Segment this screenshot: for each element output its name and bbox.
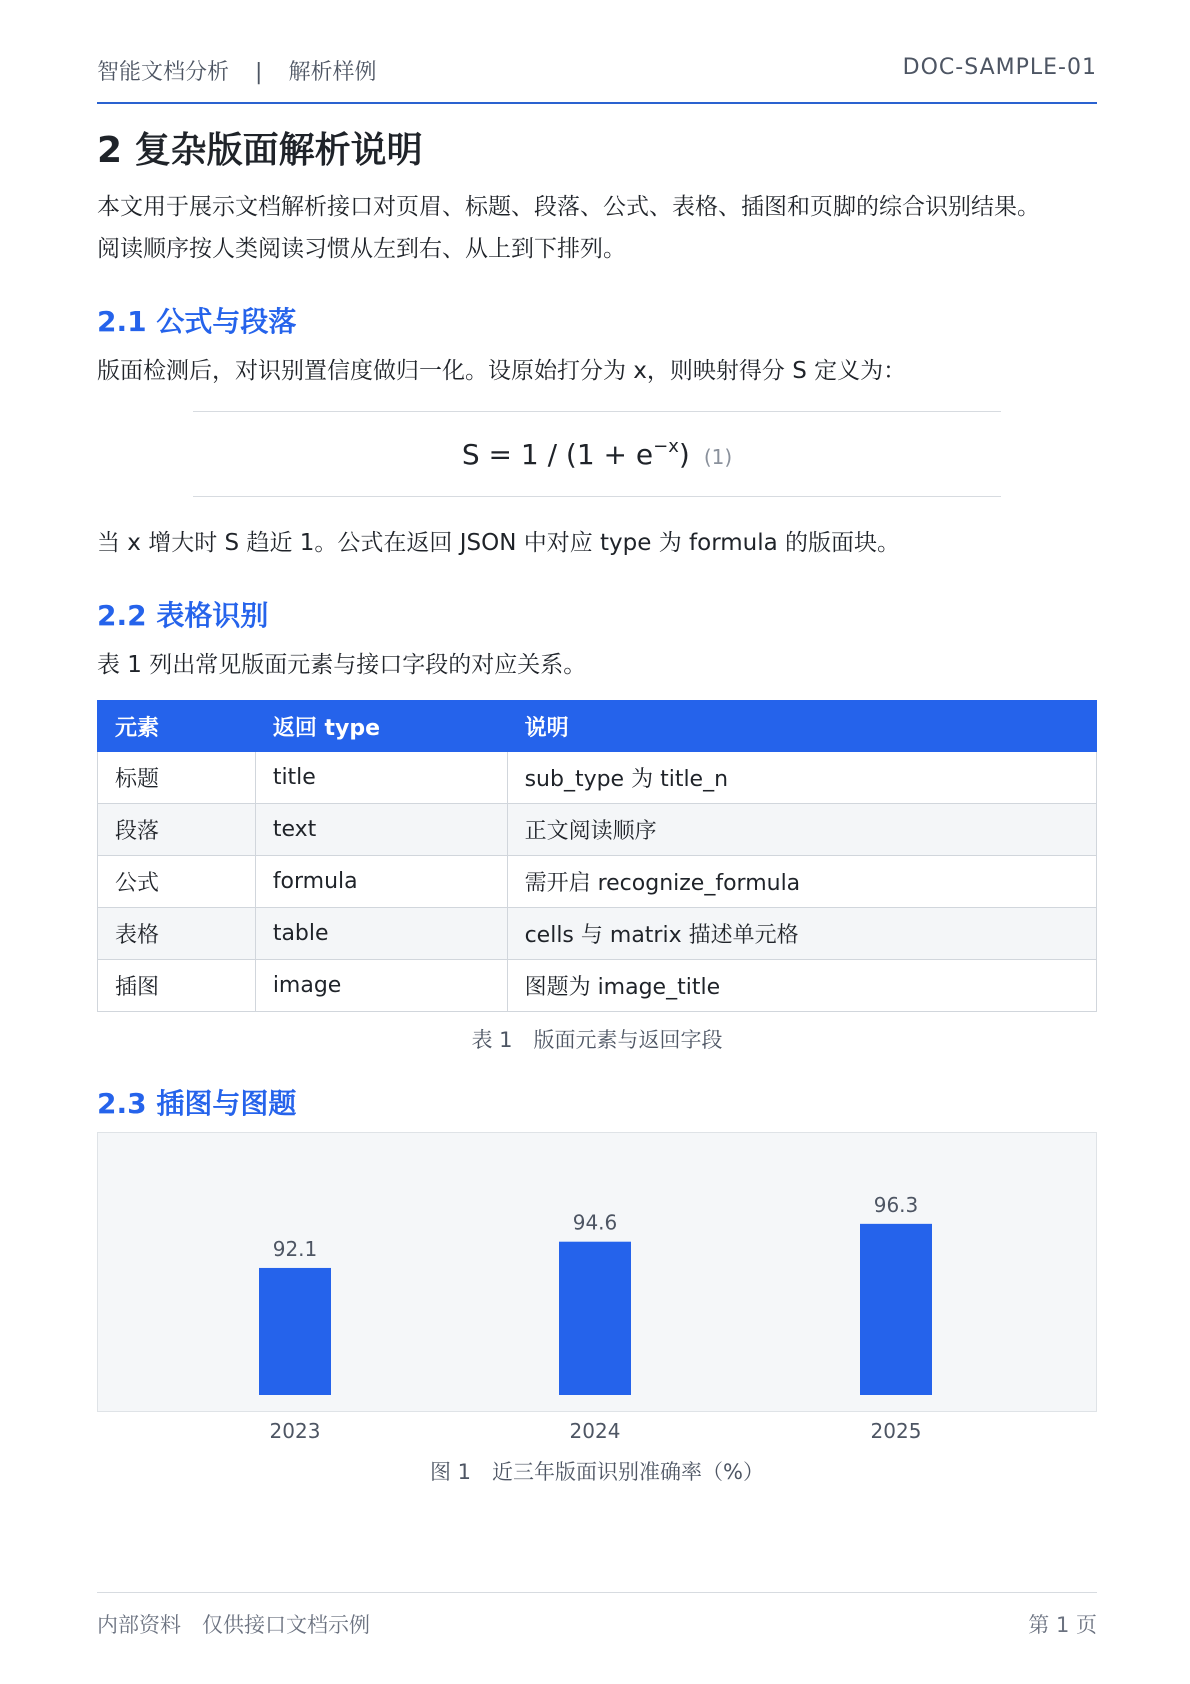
page-title: 2 复杂版面解析说明	[97, 130, 423, 171]
table-row	[98, 752, 1097, 804]
formula-main: S = 1 / (1 + e	[461, 438, 654, 471]
page-header	[97, 52, 1097, 104]
table-cell: 图题为 image_title	[507, 960, 1096, 1012]
table-cell: cells 与 matrix 描述单元格	[507, 908, 1096, 960]
bar-value-label: 94.6	[572, 1210, 618, 1235]
page-footer	[97, 1592, 1097, 1637]
table-row	[98, 960, 1097, 1012]
bar-chart	[98, 1133, 1096, 1411]
x-tick-label: 2023	[269, 1419, 321, 1443]
bar-value-label: 92.1	[272, 1236, 318, 1261]
formula-exponent: −x	[653, 436, 679, 457]
table-cell: 正文阅读顺序	[507, 804, 1096, 856]
table-header-cell: 返回 type	[255, 701, 507, 752]
table-header-row	[98, 701, 1097, 752]
table-cell: 标题	[98, 752, 256, 804]
bar-2024	[559, 1242, 631, 1395]
table-row	[98, 804, 1097, 856]
table-cell: 需开启 recognize_formula	[507, 856, 1096, 908]
header-doc-id: DOC-SAMPLE-01	[902, 55, 1097, 80]
bar-value-label: 96.3	[873, 1192, 919, 1217]
table-header-cell: 说明	[507, 701, 1096, 752]
bar-2023	[259, 1268, 331, 1395]
table-cell: 插图	[98, 960, 256, 1012]
table-cell: image	[255, 960, 507, 1012]
formula-explanation-paragraph: 当 x 增大时 S 趋近 1。公式在返回 JSON 中对应 type 为 formula 的版面块。	[97, 530, 901, 556]
header-title: 智能文档分析	[97, 60, 230, 85]
chart-panel	[97, 1132, 1097, 1412]
intro-line-1: 本文用于展示文档解析接口对页眉、标题、段落、公式、表格、插图和页脚的综合识别结果。	[97, 194, 1040, 220]
table-caption: 表 1 版面元素与返回字段	[471, 1028, 723, 1052]
header-left	[97, 55, 376, 86]
table-cell: formula	[255, 856, 507, 908]
section-heading-figure: 2.3 插图与图题	[97, 1087, 297, 1120]
table-row	[98, 908, 1097, 960]
table-cell: 公式	[98, 856, 256, 908]
table-cell: title	[255, 752, 507, 804]
footer-page-number: 第 1 页	[1028, 1613, 1097, 1637]
formula-close: )	[678, 438, 690, 471]
figure-caption: 图 1 近三年版面识别准确率（%）	[430, 1460, 764, 1484]
header-subtitle: 解析样例	[288, 60, 377, 85]
formula-intro-paragraph: 版面检测后，对识别置信度做归一化。设原始打分为 x，则映射得分 S 定义为：	[97, 358, 907, 384]
footer-left: 内部资料 仅供接口文档示例	[97, 1613, 370, 1637]
table-cell: 表格	[98, 908, 256, 960]
section-heading-table: 2.2 表格识别	[97, 599, 269, 632]
table-intro-paragraph: 表 1 列出常见版面元素与接口字段的对应关系。	[97, 652, 587, 678]
element-mapping-table	[97, 700, 1097, 1012]
table-cell: table	[255, 908, 507, 960]
table-cell: text	[255, 804, 507, 856]
intro-line-2: 阅读顺序按人类阅读习惯从左到右、从上到下排列。	[97, 236, 626, 262]
formula	[193, 436, 1001, 471]
x-tick-label: 2025	[870, 1419, 922, 1443]
section-heading-formula: 2.1 公式与段落	[97, 305, 297, 338]
x-tick-label: 2024	[569, 1419, 621, 1443]
table-header-cell: 元素	[98, 701, 256, 752]
bar-2025	[860, 1224, 932, 1395]
chart-x-axis-labels	[97, 1416, 1097, 1456]
formula-block	[193, 411, 1001, 497]
table-cell: 段落	[98, 804, 256, 856]
formula-number: (1)	[703, 445, 733, 469]
table-row	[98, 856, 1097, 908]
header-separator: |	[255, 60, 263, 85]
table-cell: sub_type 为 title_n	[507, 752, 1096, 804]
